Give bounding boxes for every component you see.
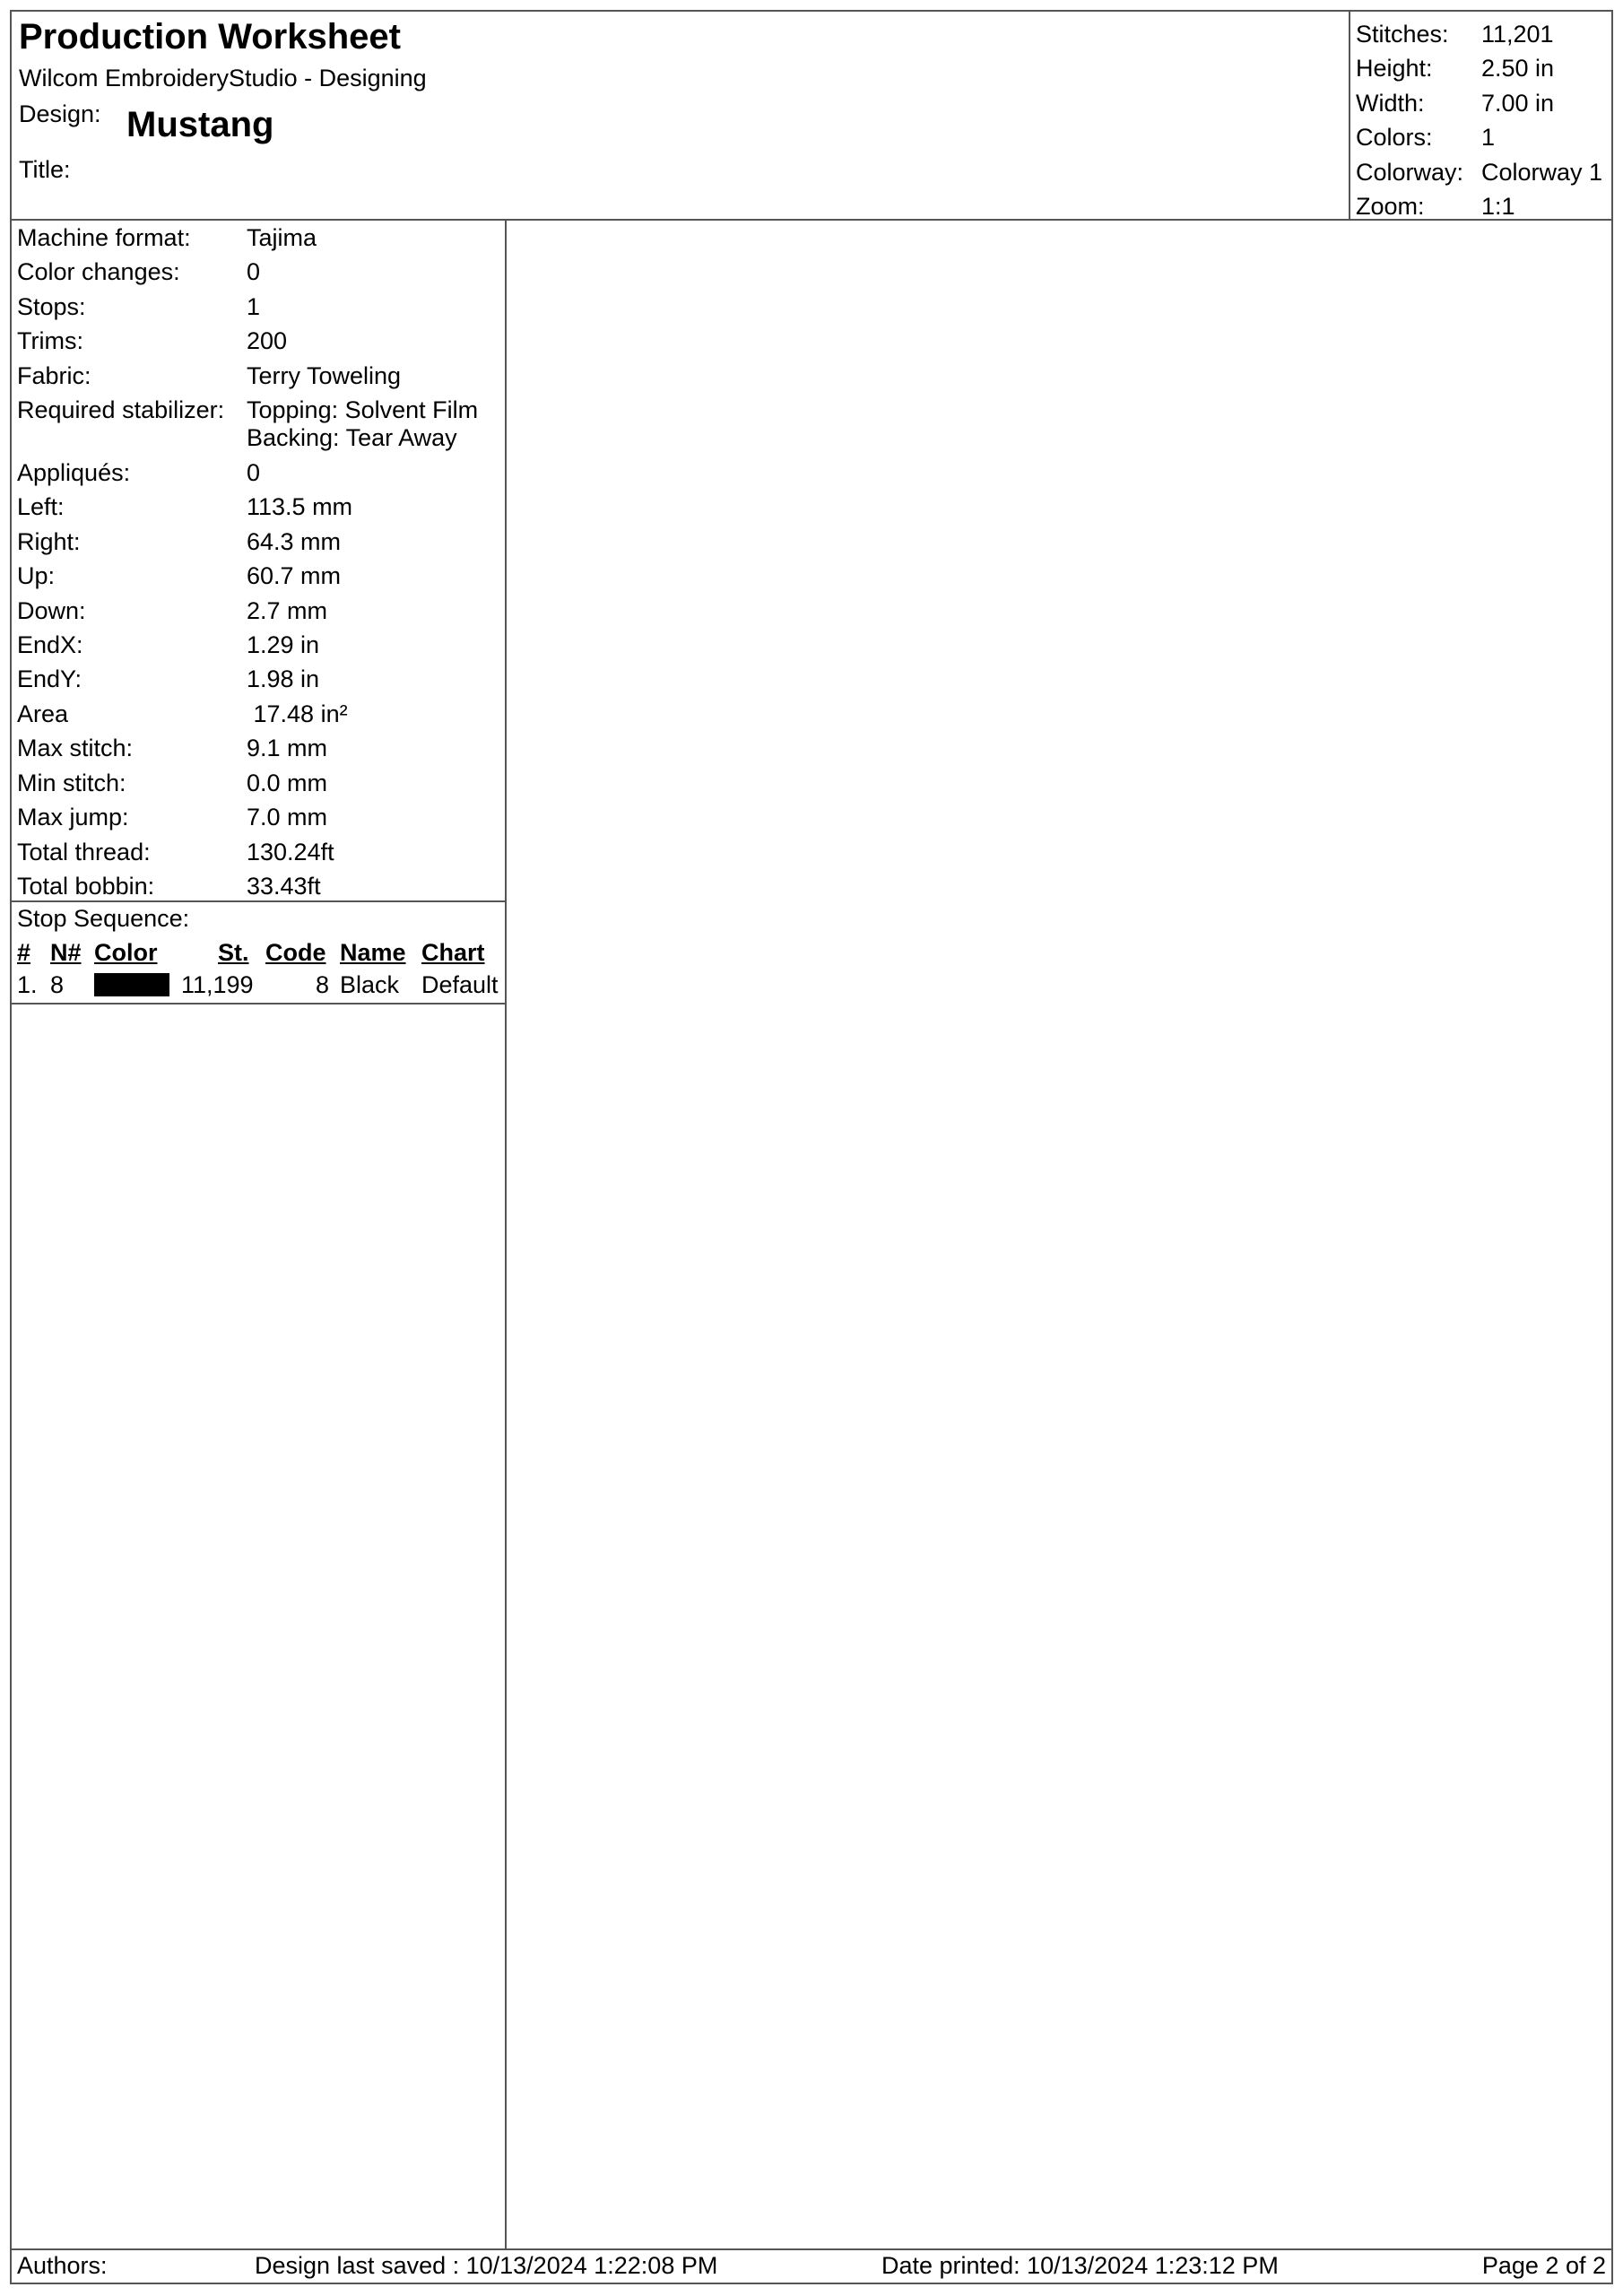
cell-code: 8 xyxy=(316,971,330,998)
stat-label: Zoom: xyxy=(1356,192,1425,220)
stat-row-height xyxy=(1356,51,1611,85)
table-row xyxy=(17,969,501,1001)
info-value: 0.0 mm xyxy=(247,769,328,796)
info-row-endy xyxy=(17,662,505,696)
info-value: 1 xyxy=(247,292,261,320)
info-label: Fabric: xyxy=(17,361,91,389)
cell-chart: Default xyxy=(421,971,499,998)
page-title: Production Worksheet xyxy=(19,17,401,57)
worksheet-header xyxy=(12,12,1611,221)
info-row-total-thread xyxy=(17,835,505,869)
cell-st: 11,199 xyxy=(181,971,254,998)
info-label: Color changes: xyxy=(17,258,180,286)
info-label: Appliqués: xyxy=(17,459,131,487)
info-label: Left: xyxy=(17,493,65,521)
info-value: Tajima xyxy=(247,224,317,251)
stop-sequence xyxy=(12,900,505,1004)
stat-value: 2.50 in xyxy=(1481,55,1555,83)
worksheet xyxy=(10,10,1613,2284)
info-label: Stops: xyxy=(17,292,86,320)
details-list xyxy=(12,219,505,903)
info-label: Up: xyxy=(17,562,56,590)
stat-label: Stitches: xyxy=(1356,21,1449,48)
info-row-max-jump xyxy=(17,800,505,834)
stat-label: Colors: xyxy=(1356,124,1433,152)
cell-name: Black xyxy=(340,971,400,998)
footer-page-number: Page 2 of 2 xyxy=(1481,2252,1606,2279)
info-row-left xyxy=(17,490,505,524)
stat-label: Colorway: xyxy=(1356,158,1464,186)
col-header-code: Code xyxy=(265,939,326,966)
stat-value: 11,201 xyxy=(1481,21,1554,48)
info-label: Total thread: xyxy=(17,838,151,865)
design-name: Mustang xyxy=(126,105,274,144)
title-label: Title: xyxy=(19,156,71,183)
info-label: Required stabilizer: xyxy=(17,396,225,424)
info-value: 113.5 mm xyxy=(247,493,353,521)
info-value: Terry Toweling xyxy=(247,361,402,389)
col-header-chart: Chart xyxy=(421,939,485,966)
info-value: 9.1 mm xyxy=(247,735,328,762)
col-header-n: N# xyxy=(50,939,82,966)
software-subtitle: Wilcom EmbroideryStudio - Designing xyxy=(19,65,427,91)
footer-authors: Authors: xyxy=(17,2252,108,2279)
stat-value: Colorway 1 xyxy=(1481,158,1603,186)
stats-panel xyxy=(1349,12,1611,219)
info-value: 0 xyxy=(247,258,261,286)
col-header-name: Name xyxy=(340,939,406,966)
stat-row-stitches xyxy=(1356,17,1611,51)
info-label: Down: xyxy=(17,596,86,624)
info-row-total-bobbin xyxy=(17,869,505,903)
col-header-num: # xyxy=(17,939,31,966)
info-label: Max jump: xyxy=(17,804,129,831)
info-row-appliques xyxy=(17,456,505,490)
info-label: EndY: xyxy=(17,665,82,693)
col-header-st: St. xyxy=(218,939,249,966)
info-row-down xyxy=(17,594,505,628)
stat-row-width xyxy=(1356,86,1611,120)
stop-sequence-header xyxy=(17,936,501,969)
info-value-multi xyxy=(247,393,478,456)
info-row-area xyxy=(17,697,505,731)
info-row-machine-format xyxy=(17,221,505,255)
info-label: Machine format: xyxy=(17,224,191,251)
info-row-color-changes xyxy=(17,255,505,289)
info-row-trims xyxy=(17,324,505,358)
info-value: 33.43ft xyxy=(247,872,321,900)
stat-label: Height: xyxy=(1356,55,1433,83)
stat-row-zoom xyxy=(1356,189,1611,223)
info-label: Area xyxy=(17,700,69,727)
footer-date-printed: Date printed: 10/13/2024 1:23:12 PM xyxy=(881,2252,1279,2279)
info-value: 2.7 mm xyxy=(247,596,328,624)
stat-value: 7.00 in xyxy=(1481,89,1555,117)
stabilizer-backing: Backing: Tear Away xyxy=(247,424,457,452)
stat-value: 1:1 xyxy=(1481,192,1515,220)
info-value: 17.48 in² xyxy=(247,700,348,727)
info-value: 130.24ft xyxy=(247,838,334,865)
info-label: Right: xyxy=(17,527,81,555)
details-column xyxy=(12,219,507,2250)
design-label: Design: xyxy=(19,100,101,127)
info-row-stabilizer xyxy=(17,393,505,456)
info-label: Trims: xyxy=(17,327,83,355)
stat-row-colors xyxy=(1356,120,1611,154)
info-label: Min stitch: xyxy=(17,769,126,796)
info-row-endx xyxy=(17,628,505,662)
color-swatch xyxy=(94,973,169,996)
footer-last-saved: Design last saved : 10/13/2024 1:22:08 PM xyxy=(255,2252,718,2279)
cell-num: 1. xyxy=(17,971,38,998)
worksheet-footer xyxy=(12,2248,1611,2283)
info-label: Total bobbin: xyxy=(17,872,155,900)
cell-n: 8 xyxy=(50,971,65,998)
info-row-right xyxy=(17,525,505,559)
stat-row-colorway xyxy=(1356,155,1611,189)
info-value: 0 xyxy=(247,459,261,487)
stop-sequence-title: Stop Sequence: xyxy=(17,905,190,932)
stat-value: 1 xyxy=(1481,124,1496,152)
info-row-max-stitch xyxy=(17,731,505,765)
info-row-fabric xyxy=(17,359,505,393)
info-value: 1.98 in xyxy=(247,665,320,693)
stabilizer-topping: Topping: Solvent Film xyxy=(247,396,479,424)
info-label: EndX: xyxy=(17,631,83,659)
info-value: 200 xyxy=(247,327,288,355)
info-value: 1.29 in xyxy=(247,631,320,659)
info-row-stops xyxy=(17,290,505,324)
info-value: 64.3 mm xyxy=(247,527,342,555)
col-header-color: Color xyxy=(94,939,158,966)
info-label: Max stitch: xyxy=(17,735,134,762)
design-row xyxy=(19,98,274,144)
info-row-up xyxy=(17,559,505,593)
stat-label: Width: xyxy=(1356,89,1425,117)
info-value: 60.7 mm xyxy=(247,562,342,590)
info-value: 7.0 mm xyxy=(247,804,328,831)
info-row-min-stitch xyxy=(17,766,505,800)
